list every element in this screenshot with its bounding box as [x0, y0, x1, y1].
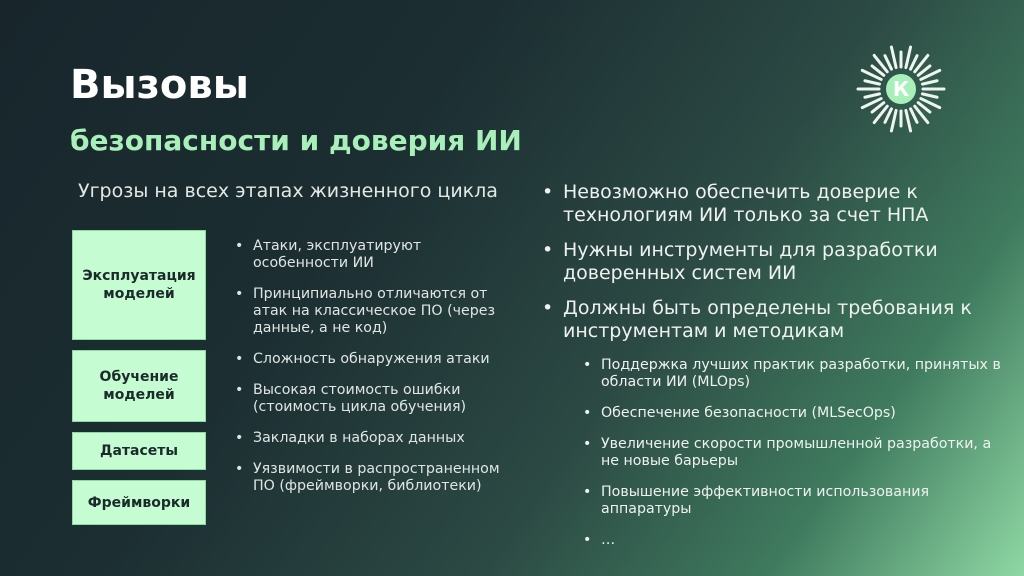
list-item: • Повышение эффективности использования аппаратуры — [582, 484, 1002, 518]
list-item: • Увеличение скорости промышленной разработки, а не новые барьеры — [582, 436, 1002, 470]
list-item: • Атаки, эксплуатируют особенности ИИ — [234, 238, 514, 272]
logo-ray — [922, 94, 937, 97]
logo-ray — [865, 94, 880, 97]
sunburst-logo-icon — [856, 44, 946, 134]
logo-ray — [906, 110, 911, 130]
list-item: • Поддержка лучших практик разработки, принятых в области ИИ (MLOps) — [582, 357, 1002, 391]
list-item: • Уязвимости в распространенном ПО (фреймворки, библиотеки) — [234, 461, 514, 495]
slide-subtitle: безопасности и доверия ИИ — [70, 124, 522, 157]
logo-ray — [885, 109, 892, 123]
trust-points-list — [540, 181, 990, 355]
list-item: • Обеспечение безопасности (MLSecOps) — [582, 405, 1002, 422]
logo-ray — [911, 109, 918, 123]
stage-box-frameworks: Фреймворки — [72, 480, 206, 525]
stage-box-training: Обучение моделей — [72, 350, 206, 422]
list-item: • Нужны инструменты для разработки доверенных систем ИИ — [540, 239, 990, 285]
logo-ray — [906, 47, 911, 67]
lifecycle-heading: Угрозы на всех этапах жизненного цикла — [78, 180, 498, 202]
list-item: • Сложность обнаружения атаки — [234, 351, 514, 368]
list-item: • … — [582, 532, 1002, 549]
list-item: • Закладки в наборах данных — [234, 430, 514, 447]
threats-list — [234, 238, 514, 509]
logo-ray — [891, 47, 896, 67]
list-item: • Невозможно обеспечить доверие к технологиям ИИ только за счет НПА — [540, 181, 990, 227]
logo-ray — [885, 56, 892, 70]
logo-ray — [911, 56, 918, 70]
logo-ray — [922, 81, 937, 84]
list-item: • Принципиально отличаются от атак на классическое ПО (через данные, а не код) — [234, 286, 514, 337]
stage-box-datasets: Датасеты — [72, 432, 206, 470]
list-item: • Высокая стоимость ошибки (стоимость цикла обучения) — [234, 382, 514, 416]
logo-ray — [891, 110, 896, 130]
stage-box-exploitation: Эксплуатация моделей — [72, 230, 206, 340]
requirements-sublist — [582, 357, 1002, 563]
logo-ray — [865, 81, 880, 84]
slide-title: Вызовы — [70, 62, 249, 108]
logo-letter: К — [892, 77, 910, 101]
list-item: • Должны быть определены требования к инструментам и методикам — [540, 297, 990, 343]
